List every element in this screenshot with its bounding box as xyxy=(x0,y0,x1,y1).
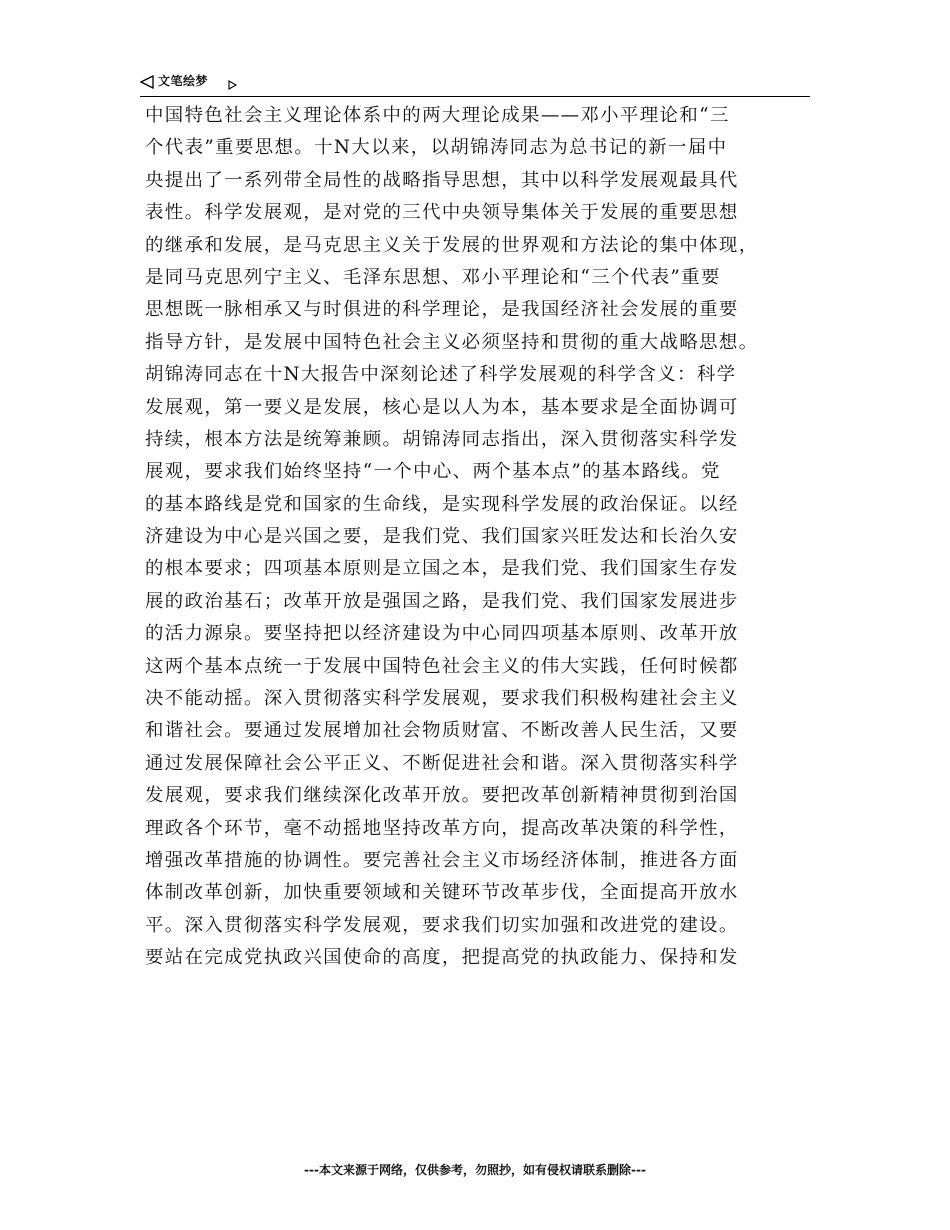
body-line: 的活力源泉。要坚持把以经济建设为中心同四项基本原则、改革开放 xyxy=(145,623,739,645)
body-line: 央提出了一系列带全局性的战略指导思想，其中以科学发展观最具代 xyxy=(145,169,739,191)
body-line: 发展观，要求我们继续深化改革开放。要把改革创新精神贯彻到治国 xyxy=(145,785,739,807)
triangle-right-outline-icon xyxy=(228,75,237,85)
body-line: 决不能动摇。深入贯彻落实科学发展观，要求我们积极构建社会主义 xyxy=(145,688,739,710)
body-line: 个代表”重要思想。十N大以来，以胡锦涛同志为总书记的新一届中 xyxy=(145,137,728,159)
body-line: 平。深入贯彻落实科学发展观，要求我们切实加强和改进党的建设。 xyxy=(145,914,739,936)
body-line: 中国特色社会主义理论体系中的两大理论成果——邓小平理论和“三 xyxy=(145,105,730,126)
body-line: 的继承和发展，是马克思主义关于发展的世界观和方法论的集中体现， xyxy=(145,234,759,256)
body-line: 发展观，第一要义是发展，核心是以人为本，基本要求是全面协调可 xyxy=(145,396,739,418)
body-line: 的根本要求；四项基本原则是立国之本，是我们党、我们国家生存发 xyxy=(145,558,739,580)
body-line: 这两个基本点统一于发展中国特色社会主义的伟大实践，任何时候都 xyxy=(145,655,739,677)
body-line: 持续，根本方法是统筹兼顾。胡锦涛同志指出，深入贯彻落实科学发 xyxy=(145,428,739,450)
body-line: 指导方针，是发展中国特色社会主义必须坚持和贯彻的重大战略思想。 xyxy=(145,331,759,353)
body-line: 增强改革措施的协调性。要完善社会主义市场经济体制，推进各方面 xyxy=(145,849,739,871)
triangle-left-outline-icon xyxy=(140,74,154,88)
page-footer: ---本文来源于网络，仅供参考，勿照抄，如有侵权请联系删除--- xyxy=(304,1163,646,1177)
body-text xyxy=(145,100,805,975)
body-line: 和谐社会。要通过发展增加社会物质财富、不断改善人民生活，又要 xyxy=(145,720,739,742)
body-line: 是同马克思列宁主义、毛泽东思想、邓小平理论和“三个代表”重要 xyxy=(145,266,721,288)
body-line: 通过发展保障社会公平正义、不断促进社会和谐。深入贯彻落实科学 xyxy=(145,752,739,774)
body-line: 思想既一脉相承又与时俱进的科学理论，是我国经济社会发展的重要 xyxy=(145,299,739,321)
body-line: 要站在完成党执政兴国使命的高度，把提高党的执政能力、保持和发 xyxy=(145,947,739,969)
body-line: 胡锦涛同志在十N大报告中深刻论述了科学发展观的科学含义：科学 xyxy=(145,364,737,386)
body-line: 展观，要求我们始终坚持“一个中心、两个基本点”的基本路线。党 xyxy=(145,461,721,483)
body-line: 体制改革创新，加快重要领域和关键环节改革步伐，全面提高开放水 xyxy=(145,882,739,904)
header-title: 文笔绘梦 xyxy=(158,74,209,88)
page-header xyxy=(140,72,810,97)
body-line: 展的政治基石；改革开放是强国之路，是我们党、我们国家发展进步 xyxy=(145,590,739,612)
body-line: 表性。科学发展观，是对党的三代中央领导集体关于发展的重要思想 xyxy=(145,202,739,224)
body-line: 的基本路线是党和国家的生命线，是实现科学发展的政治保证。以经 xyxy=(145,493,739,515)
body-line: 济建设为中心是兴国之要，是我们党、我们国家兴旺发达和长治久安 xyxy=(145,526,739,548)
body-line: 理政各个环节，毫不动摇地坚持改革方向，提高改革决策的科学性， xyxy=(145,817,739,839)
